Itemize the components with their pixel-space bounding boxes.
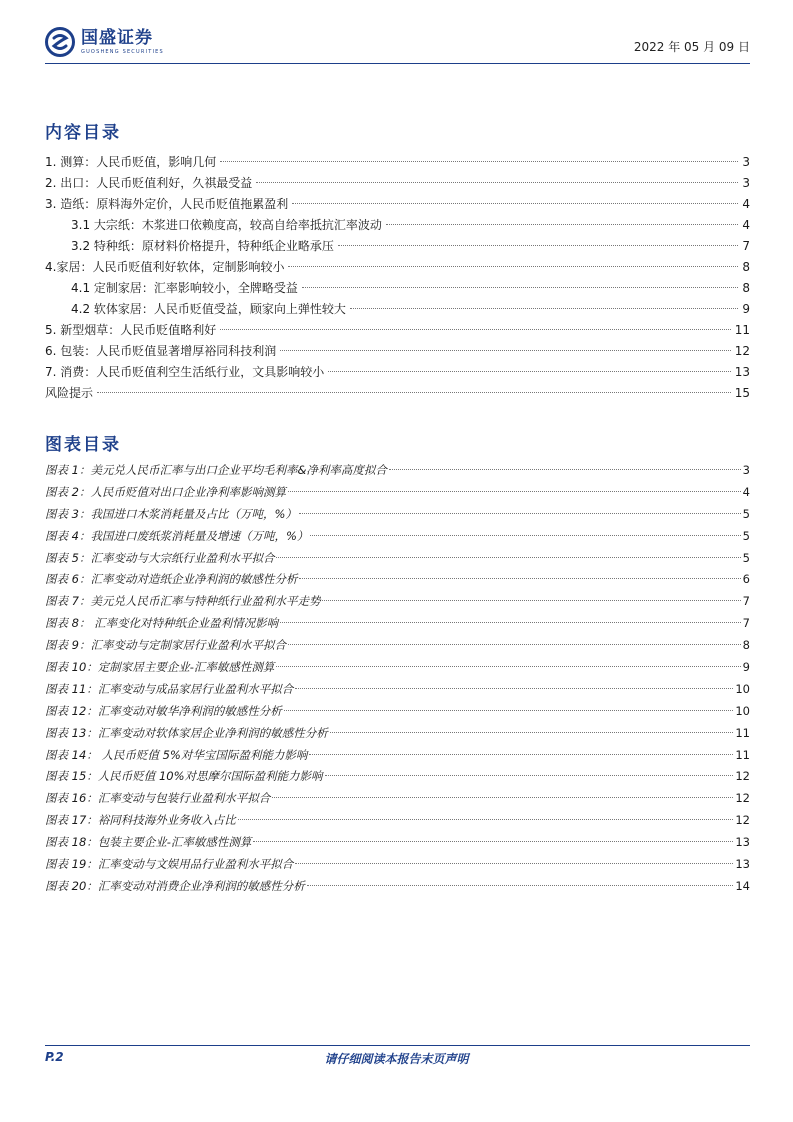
figure-entry-label: 图表 5：汇率变动与大宗纸行业盈利水平拟合 (45, 550, 275, 565)
dot-leader (284, 710, 734, 711)
figure-entry[interactable] (45, 701, 750, 723)
figure-entry[interactable] (45, 460, 750, 482)
toc-entry[interactable] (45, 152, 750, 173)
dot-leader (309, 754, 733, 755)
toc-entry[interactable] (45, 278, 750, 299)
figure-entry[interactable] (45, 569, 750, 591)
figure-entry-label: 图表 16：汇率变动与包装行业盈利水平拟合 (45, 791, 271, 806)
dot-leader (295, 688, 733, 689)
dot-leader (292, 203, 738, 204)
figure-entry[interactable] (45, 745, 750, 767)
logo-brand-cn: 国盛证券 (81, 28, 153, 48)
toc-entry-page: 4 (742, 218, 750, 232)
figure-entry-page: 10 (735, 703, 750, 718)
dot-leader (338, 245, 738, 246)
figure-entry-label: 图表 4：我国进口废纸浆消耗量及增速（万吨，%） (45, 528, 309, 543)
toc-entry-label: 5. 新型烟草：人民币贬值略利好 (45, 320, 218, 341)
dot-leader (325, 775, 734, 776)
dot-leader (280, 622, 741, 623)
toc-entry-page: 8 (742, 260, 750, 274)
figure-entry[interactable] (45, 482, 750, 504)
dot-leader (238, 819, 734, 820)
figure-entry-label: 图表 2：人民币贬值对出口企业净利率影响测算 (45, 484, 286, 499)
footer-divider (45, 1045, 750, 1046)
dot-leader (330, 732, 734, 733)
report-date: 2022 年 05 月 09 日 (633, 40, 750, 54)
toc-entry-label: 1. 测算：人民币贬值，影响几何 (45, 152, 218, 173)
toc-title: 内容目录 (45, 123, 121, 143)
dot-leader (276, 666, 740, 667)
dot-leader (299, 578, 740, 579)
figures-title: 图表目录 (45, 435, 121, 455)
figure-entry-label: 图表 13：汇率变动对软体家居企业净利润的敏感性分析 (45, 725, 328, 740)
toc-list (45, 152, 750, 404)
figure-entry-label: 图表 8： 汇率变化对特种纸企业盈利情况影响 (45, 616, 279, 631)
toc-entry[interactable] (45, 320, 750, 341)
figures-list (45, 460, 750, 898)
figure-entry[interactable] (45, 854, 750, 876)
toc-entry-label: 6. 包装：人民币贬值显著增厚裕同科技利润 (45, 341, 278, 362)
figure-entry-page: 13 (735, 857, 750, 872)
toc-entry-page: 13 (734, 365, 750, 379)
figure-entry[interactable] (45, 635, 750, 657)
figure-entry-label: 图表 14： 人民币贬值 5%对华宝国际盈利能力影响 (45, 747, 308, 762)
figure-entry-page: 7 (742, 594, 750, 609)
dot-leader (295, 863, 733, 864)
toc-entry-label: 2. 出口：人民币贬值利好，久祺最受益 (45, 173, 254, 194)
dot-leader (288, 644, 741, 645)
dot-leader (253, 841, 733, 842)
header-divider (45, 63, 750, 64)
figure-entry-label: 图表 6：汇率变动对造纸企业净利润的敏感性分析 (45, 572, 298, 587)
dot-leader (350, 308, 738, 309)
figure-entry-label: 图表 19：汇率变动与文娱用品行业盈利水平拟合 (45, 857, 294, 872)
figure-entry[interactable] (45, 548, 750, 570)
figure-entry-label: 图表 10：定制家居主要企业-汇率敏感性测算 (45, 660, 275, 675)
figure-entry-label: 图表 7：美元兑人民币汇率与特种纸行业盈利水平走势 (45, 594, 321, 609)
figure-entry[interactable] (45, 788, 750, 810)
dot-leader (386, 224, 738, 225)
toc-entry[interactable] (45, 362, 750, 383)
toc-entry-label: 3.1 大宗纸：木浆进口依赖度高，较高自给率抵抗汇率波动 (45, 215, 384, 236)
figure-entry-page: 12 (735, 813, 750, 828)
figure-entry-page: 3 (742, 463, 750, 477)
figure-entry[interactable] (45, 832, 750, 854)
toc-entry-page: 11 (734, 323, 750, 337)
toc-entry-label: 4.家居：人民币贬值利好软体，定制影响较小 (45, 257, 286, 278)
dot-leader (299, 513, 741, 514)
figure-entry[interactable] (45, 723, 750, 745)
toc-entry-label: 风险提示 (45, 383, 95, 404)
dot-leader (272, 797, 733, 798)
figure-entry-page: 12 (735, 769, 750, 784)
figure-entry-label: 图表 3：我国进口木浆消耗量及占比（万吨，%） (45, 506, 297, 521)
dot-leader (280, 350, 730, 351)
dot-leader (328, 371, 730, 372)
figure-entry-page: 11 (735, 747, 750, 762)
toc-entry[interactable] (45, 383, 750, 404)
toc-entry[interactable] (45, 257, 750, 278)
figure-entry-label: 图表 9：汇率变动与定制家居行业盈利水平拟合 (45, 638, 286, 653)
figure-entry[interactable] (45, 679, 750, 701)
figure-entry[interactable] (45, 613, 750, 635)
figure-entry-page: 5 (742, 506, 750, 521)
figure-entry-label: 图表 18：包装主要企业-汇率敏感性测算 (45, 835, 252, 850)
toc-entry[interactable] (45, 173, 750, 194)
toc-entry-page: 7 (742, 239, 750, 253)
figure-entry-label: 图表 12：汇率变动对敏华净利润的敏感性分析 (45, 703, 282, 718)
dot-leader (276, 557, 740, 558)
page-number: P.2 (45, 1050, 64, 1064)
dot-leader (302, 287, 738, 288)
figure-entry-page: 8 (742, 638, 750, 653)
toc-entry-page: 3 (742, 176, 750, 190)
dot-leader (288, 491, 741, 492)
figure-entry-label: 图表 15：人民币贬值 10%对思摩尔国际盈利能力影响 (45, 769, 323, 784)
figure-entry[interactable] (45, 657, 750, 679)
toc-entry-page: 15 (734, 386, 750, 400)
toc-entry-label: 3.2 特种纸：原材料价格提升，特种纸企业略承压 (45, 236, 336, 257)
figure-entry[interactable] (45, 766, 750, 788)
figure-entry-page: 12 (735, 791, 750, 806)
toc-entry-page: 8 (742, 281, 750, 295)
figure-entry[interactable] (45, 504, 750, 526)
toc-entry[interactable] (45, 341, 750, 362)
toc-entry-label: 7. 消费：人民币贬值利空生活纸行业，文具影响较小 (45, 362, 326, 383)
figure-entry-page: 14 (735, 878, 750, 893)
figure-entry-page: 13 (735, 835, 750, 850)
company-logo (45, 24, 164, 60)
logo-mark-icon (45, 27, 75, 57)
dot-leader (310, 535, 740, 536)
figure-entry[interactable] (45, 591, 750, 613)
toc-entry-page: 9 (742, 302, 750, 316)
toc-entry-page: 3 (742, 155, 750, 169)
dot-leader (389, 469, 741, 470)
figure-entry[interactable] (45, 810, 750, 832)
page-header (45, 24, 750, 60)
footer-disclaimer: 请仔细阅读本报告末页声明 (324, 1052, 469, 1066)
toc-entry-label: 4.2 软体家居：人民币贬值受益，顾家向上弹性较大 (45, 299, 348, 320)
figure-entry-label: 图表 17：裕同科技海外业务收入占比 (45, 813, 236, 828)
figure-entry-page: 9 (742, 660, 750, 675)
dot-leader (307, 885, 734, 886)
figure-entry-page: 11 (735, 725, 750, 740)
dot-leader (220, 161, 738, 162)
figure-entry-label: 图表 11：汇率变动与成品家居行业盈利水平拟合 (45, 681, 294, 696)
figure-entry-page: 7 (742, 616, 750, 631)
figure-entry-page: 5 (742, 528, 750, 543)
toc-entry-label: 4.1 定制家居：汇率影响较小，全牌略受益 (45, 278, 300, 299)
figure-entry[interactable] (45, 526, 750, 548)
figure-entry-page: 5 (742, 550, 750, 565)
toc-entry-label: 3. 造纸：原料海外定价，人民币贬值拖累盈利 (45, 194, 290, 215)
toc-entry[interactable] (45, 236, 750, 257)
toc-entry-page: 4 (742, 197, 750, 211)
logo-brand-en: GUOSHENG SECURITIES (81, 49, 164, 55)
figure-entry-page: 6 (742, 572, 750, 587)
dot-leader (256, 182, 738, 183)
toc-entry[interactable] (45, 215, 750, 236)
figure-entry-label: 图表 20：汇率变动对消费企业净利润的敏感性分析 (45, 878, 305, 893)
toc-entry[interactable] (45, 194, 750, 215)
figure-entry-page: 4 (742, 484, 750, 499)
dot-leader (288, 266, 738, 267)
toc-entry[interactable] (45, 299, 750, 320)
figure-entry-page: 10 (735, 681, 750, 696)
figure-entry-label: 图表 1：美元兑人民币汇率与出口企业平均毛利率&净利率高度拟合 (45, 463, 387, 477)
dot-leader (97, 392, 731, 393)
dot-leader (322, 600, 740, 601)
toc-entry-page: 12 (734, 344, 750, 358)
dot-leader (220, 329, 730, 330)
figure-entry[interactable] (45, 876, 750, 898)
